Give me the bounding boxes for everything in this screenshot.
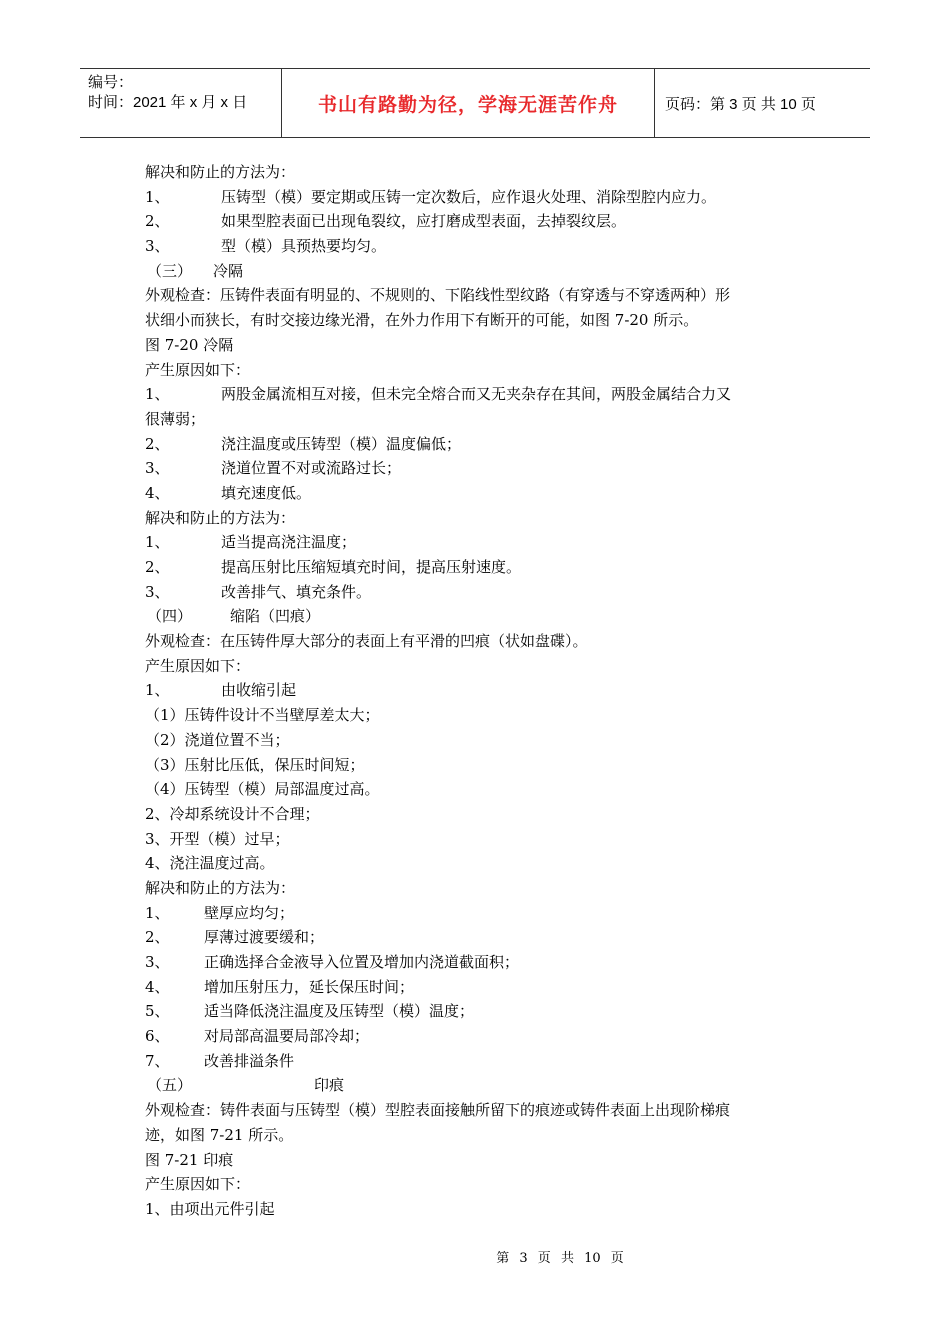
list-text: 壁厚应均匀； — [204, 903, 295, 922]
sub-item: （1）压铸件设计不当壁厚差太大； — [145, 706, 380, 725]
list-number: 5、 — [145, 1002, 170, 1021]
section-number: （五） — [147, 1076, 193, 1095]
list-item — [145, 481, 815, 506]
list-number: 6、 — [145, 1027, 170, 1046]
list-text: 由收缩引起 — [221, 681, 297, 700]
section-heading — [145, 259, 815, 284]
list-text: 填充速度低。 — [221, 483, 312, 502]
date-label: 时间：2021 年 x 月 x 日 — [88, 94, 248, 111]
footer-page-word: 第 — [496, 1251, 510, 1266]
paragraph: 解决和防止的方法为： — [145, 163, 296, 181]
list-number: 1、 — [145, 385, 170, 404]
page-footer — [0, 1247, 950, 1266]
section-title: 冷隔 — [213, 261, 244, 280]
list-text: 增加压射压力，延长保压时间； — [204, 977, 415, 996]
paragraph: 4、浇注温度过高。 — [145, 854, 275, 873]
paragraph: 很薄弱； — [145, 409, 206, 428]
list-text: 对局部高温要局部冷却； — [204, 1027, 370, 1046]
section-title: 缩陷（凹痕） — [230, 607, 321, 626]
list-text: 两股金属流相互对接，但未完全熔合而又无夹杂存在其间，两股金属结合力又 — [221, 385, 732, 404]
list-text: 提高压射比压缩短填充时间，提高压射速度。 — [221, 558, 522, 576]
footer-total-unit: 页 — [610, 1251, 624, 1266]
serial-number-label: 编号： — [88, 74, 134, 91]
list-number: 1、 — [145, 533, 170, 552]
list-item — [145, 456, 815, 481]
list-number: 1、 — [145, 681, 170, 700]
section-number: （四） — [147, 607, 193, 626]
paragraph: 产生原因如下： — [145, 656, 251, 675]
sub-item: （4）压铸型（模）局部温度过高。 — [145, 780, 380, 799]
list-number: 3、 — [145, 237, 170, 256]
list-item — [145, 555, 815, 580]
list-number: 3、 — [145, 459, 170, 478]
paragraph: 迹，如图 7-21 所示。 — [145, 1125, 294, 1144]
list-text: 浇注温度或压铸型（模）温度偏低； — [221, 434, 462, 453]
list-item — [145, 925, 815, 950]
list-item — [145, 950, 815, 975]
paragraph: 外观检查：在压铸件厚大部分的表面上有平滑的凹痕（状如盘碟）。 — [145, 632, 588, 651]
list-number: 2、 — [145, 434, 170, 453]
list-item — [145, 678, 815, 703]
header-page-cell — [655, 69, 870, 137]
list-item — [145, 901, 815, 926]
header-meta — [80, 69, 282, 137]
section-title: 印痕 — [314, 1076, 345, 1095]
list-number: 7、 — [145, 1051, 170, 1070]
motto-text: 书山有路勤为径，学海无涯苦作舟 — [317, 93, 618, 116]
paragraph: 1、由项出元件引起 — [145, 1199, 275, 1218]
list-text: 压铸型（模）要定期或压铸一定次数后，应作退火处理、消除型腔内应力。 — [221, 187, 717, 206]
paragraph: 产生原因如下： — [145, 360, 251, 379]
footer-total-word: 共 — [560, 1251, 574, 1266]
list-text: 正确选择合金液导入位置及增加内浇道截面积； — [204, 953, 520, 971]
list-item — [145, 530, 815, 555]
paragraph: 2、冷却系统设计不合理； — [145, 804, 320, 823]
paragraph: 外观检查：铸件表面与压铸型（模）型腔表面接触所留下的痕迹或铸件表面上出现阶梯痕 — [145, 1101, 731, 1120]
page-indicator: 页码：第 3 页 共 10 页 — [665, 95, 816, 113]
footer-page-unit: 页 — [537, 1251, 551, 1266]
list-text: 改善排气、填充条件。 — [221, 582, 372, 601]
figure-caption: 图 7-21 印痕 — [145, 1150, 234, 1169]
paragraph: 解决和防止的方法为： — [145, 878, 296, 897]
list-text: 适当降低浇注温度及压铸型（模）温度； — [204, 1002, 475, 1021]
paragraph: 3、开型（模）过早； — [145, 829, 290, 848]
list-item — [145, 999, 815, 1024]
page-header — [80, 68, 870, 138]
list-item — [145, 185, 815, 210]
paragraph: 外观检查：压铸件表面有明显的、不规则的、下陷线性型纹路（有穿透与不穿透两种）形 — [145, 286, 731, 305]
list-item — [145, 1024, 815, 1049]
list-item — [145, 382, 815, 407]
list-text: 改善排溢条件 — [204, 1051, 295, 1070]
list-number: 2、 — [145, 212, 170, 231]
list-number: 3、 — [145, 582, 170, 601]
section-heading — [145, 1073, 815, 1098]
footer-current-page: 3 — [519, 1251, 528, 1266]
list-text: 适当提高浇注温度； — [221, 533, 357, 552]
section-number: （三） — [147, 261, 193, 280]
list-number: 1、 — [145, 187, 170, 206]
sub-item: （3）压射比压低，保压时间短； — [145, 755, 365, 774]
header-motto-cell — [282, 69, 655, 137]
list-text: 型（模）具预热要均匀。 — [221, 237, 387, 256]
list-number: 2、 — [145, 928, 170, 947]
footer-total-pages: 10 — [584, 1251, 601, 1266]
list-item — [145, 1049, 815, 1074]
list-item — [145, 209, 815, 234]
list-item — [145, 432, 815, 457]
document-body — [145, 160, 815, 1222]
paragraph: 解决和防止的方法为： — [145, 508, 296, 527]
list-number: 2、 — [145, 558, 170, 576]
list-number: 3、 — [145, 953, 170, 971]
list-text: 如果型腔表面已出现龟裂纹，应打磨成型表面，去掉裂纹层。 — [221, 212, 627, 231]
sub-item: （2）浇道位置不当； — [145, 730, 290, 749]
list-item — [145, 234, 815, 259]
list-item — [145, 975, 815, 1000]
list-text: 浇道位置不对或流路过长； — [221, 459, 402, 478]
list-number: 4、 — [145, 483, 170, 502]
section-heading — [145, 604, 815, 629]
paragraph: 状细小而狭长，有时交接边缘光滑，在外力作用下有断开的可能，如图 7-20 所示。 — [145, 311, 699, 330]
list-number: 1、 — [145, 903, 170, 922]
figure-caption: 图 7-20 冷隔 — [145, 335, 234, 354]
list-text: 厚薄过渡要缓和； — [204, 928, 325, 947]
list-number: 4、 — [145, 977, 170, 996]
paragraph: 产生原因如下： — [145, 1175, 251, 1194]
list-item — [145, 580, 815, 605]
